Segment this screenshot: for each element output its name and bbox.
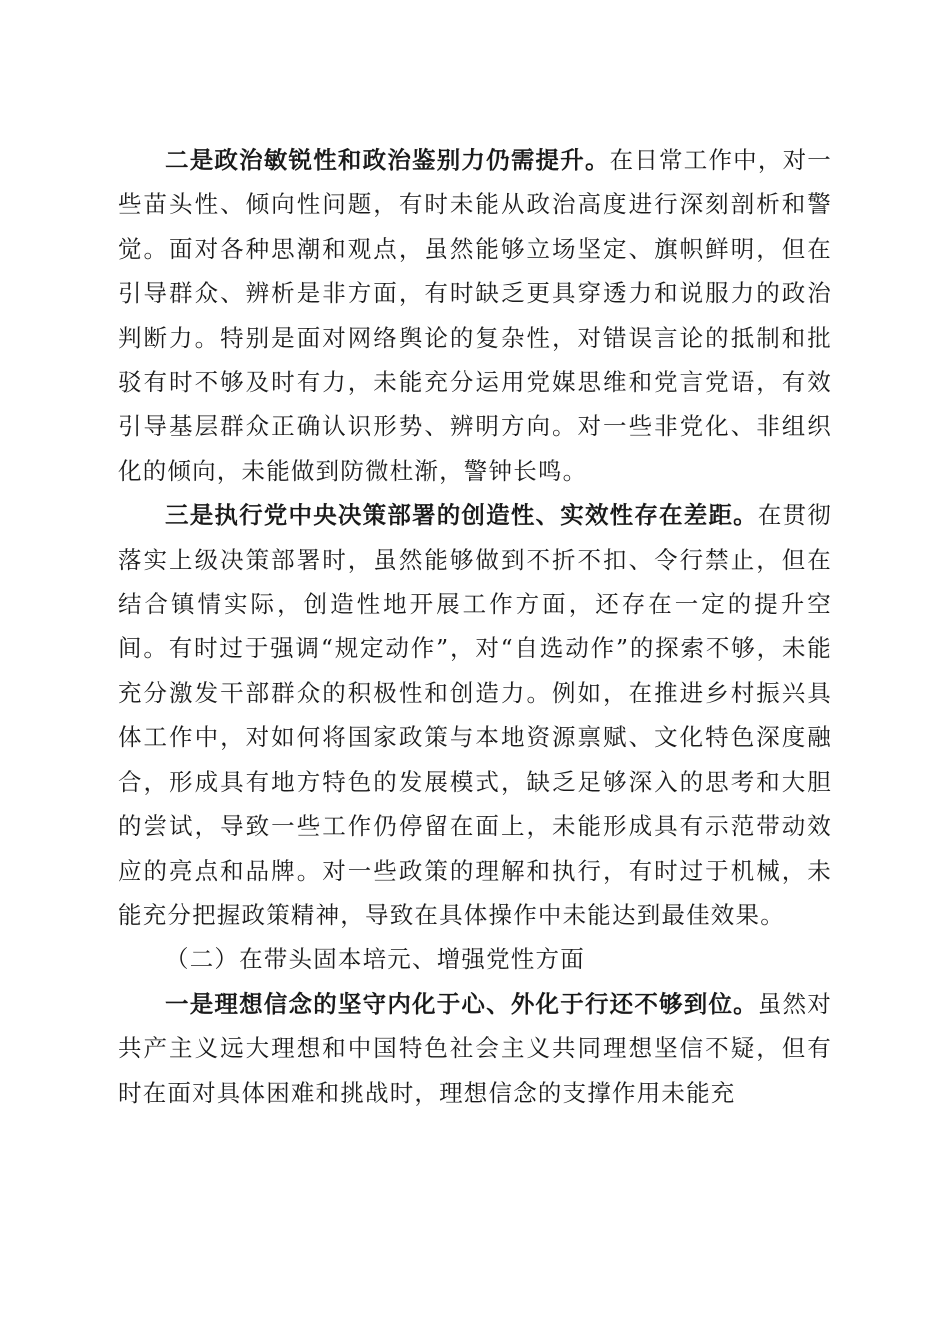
paragraph-lead: 二是政治敏锐性和政治鉴别力仍需提升。 [165,146,610,174]
paragraph-body: 在贯彻落实上级决策部署时，虽然能够做到不折不扣、令行禁止，但在结合镇情实际，创造性地开展工作方面，还存在一定的提升空间。有时过于强调“规定动作”，对“自选动作”的探索不够，未能充分激发干部群众的积极性和创造力。例如，在推进乡村振兴具体工作中，对如何将国家政策与本地资源禀赋、文化特色深度融合，形成具有地方特色的发展模式，缺乏足够深入的思考和大胆的尝试，导致一些工作仍停留在面上，未能形成具有示范带动效应的亮点和品牌。对一些政策的理解和执行，有时过于机械，未能充分把握政策精神，导致在具体操作中未能达到最佳效果。 [118,501,832,929]
paragraph-body: 虽然对共产主义远大理想和中国特色社会主义共同理想坚信不疑，但有时在面对具体困难和挑战时，理想信念的支撑作用未能充 [118,989,832,1107]
paragraph-ideals-beliefs [118,982,832,1115]
paragraph-policy-execution [118,493,832,937]
paragraph-political-sensitivity [118,138,832,493]
document-page [118,138,832,1115]
paragraph-lead: 一是理想信念的坚守内化于心、外化于行还不够到位。 [165,989,758,1018]
paragraph-body: 在日常工作中，对一些苗头性、倾向性问题，有时未能从政治高度进行深刻剖析和警觉。面对各种思潮和观点，虽然能够立场坚定、旗帜鲜明，但在引导群众、辨析是非方面，有时缺乏更具穿透力和说服力的政治判断力。特别是面对网络舆论的复杂性，对错误言论的抵制和批驳有时不够及时有力，未能充分运用党媒思维和党言党语，有效引导基层群众正确认识形势、辨明方向。对一些非党化、非组织化的倾向，未能做到防微杜渐，警钟长鸣。 [118,146,832,485]
paragraph-lead: 三是执行党中央决策部署的创造性、实效性存在差距。 [165,501,758,530]
section-heading: （二）在带头固本培元、增强党性方面 [165,945,585,974]
